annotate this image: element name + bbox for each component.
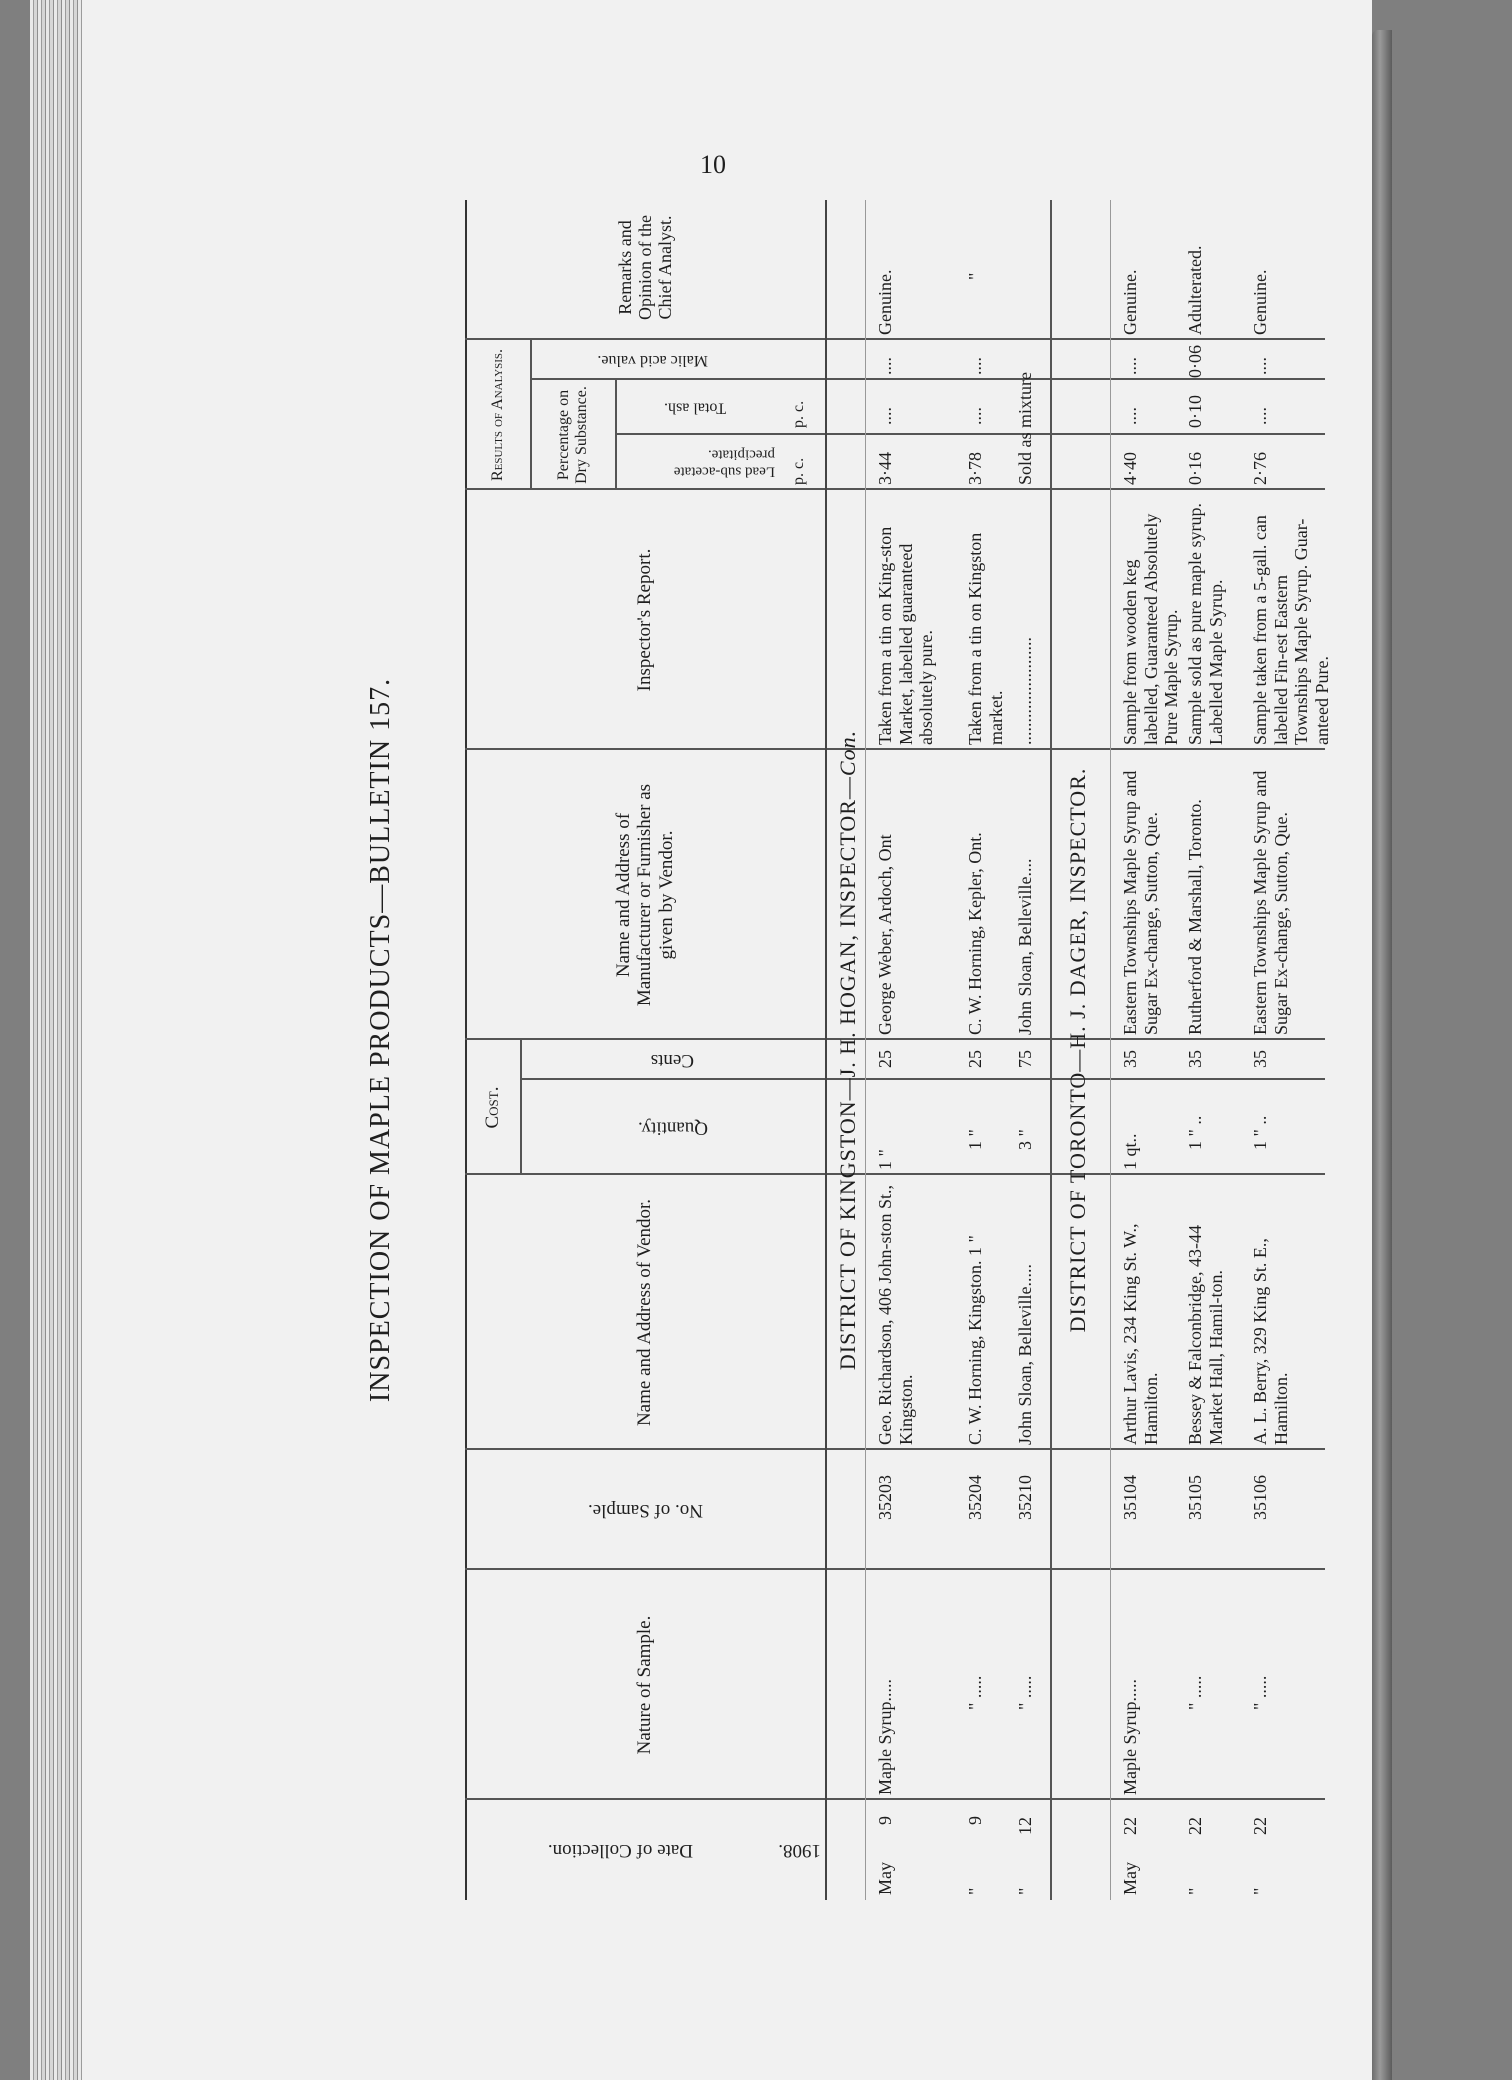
header-nature: Nature of Sample. xyxy=(634,1615,656,1755)
row-cents: 25 xyxy=(965,1050,985,1068)
row-vendor: John Sloan, Belleville..... xyxy=(1015,1264,1035,1445)
row-cents: 75 xyxy=(1015,1050,1035,1068)
header-ash: Total ash. xyxy=(664,399,726,417)
row-month: May xyxy=(875,1862,895,1895)
row-day: 22 xyxy=(1185,1817,1205,1835)
year-label: 1908. xyxy=(778,1840,822,1861)
row-vendor: A. L. Berry, 329 King St. E., Hamilton. xyxy=(1250,1238,1291,1445)
row-report: Sample taken from a 5-gall. can labelled Fin-est Eastern Townships Maple Syrup. Guar-anteed Pure. xyxy=(1250,515,1333,745)
row-quantity: 3 " xyxy=(1015,1129,1035,1150)
row-malic: .... xyxy=(875,357,895,375)
header-results: Results of Analysis. xyxy=(488,348,506,482)
row-malic: .... xyxy=(1120,357,1140,375)
row-nature: Maple Syrup..... xyxy=(875,1679,895,1795)
row-manufacturer: C. W. Horning, Kepler, Ont. xyxy=(965,832,985,1035)
row-quantity: 1 " .. xyxy=(1185,1115,1205,1150)
row-quantity: 1 " xyxy=(965,1129,985,1150)
row-report: ........................ xyxy=(1015,637,1035,745)
row-day: 22 xyxy=(1120,1817,1140,1835)
section-rule xyxy=(1110,200,1111,1900)
row-cents: 35 xyxy=(1185,1050,1205,1068)
row-remarks: Adulterated. xyxy=(1185,245,1205,335)
row-ash: .... xyxy=(1120,407,1140,425)
row-quantity: 1 " .. xyxy=(1250,1115,1270,1150)
row-remarks: Genuine. xyxy=(1120,269,1140,335)
row-sample-number: 35106 xyxy=(1250,1475,1270,1520)
row-vendor: Arthur Lavis, 234 King St. W., Hamilton. xyxy=(1120,1223,1161,1445)
page-number: 10 xyxy=(700,150,726,179)
row-lead: 3·78 xyxy=(965,452,985,485)
section-heading-toronto: DISTRICT OF TORONTO—H. J. DAGER, INSPECTOR. xyxy=(1065,767,1090,1333)
row-vendor: Geo. Richardson, 406 John-ston St., Kingston. xyxy=(875,1185,916,1445)
row-cents: 25 xyxy=(875,1050,895,1068)
row-cents: 35 xyxy=(1120,1050,1140,1068)
header-malic: Malic acid value. xyxy=(597,352,708,369)
row-month: May xyxy=(1120,1862,1140,1895)
row-manufacturer: John Sloan, Belleville.... xyxy=(1015,858,1035,1035)
row-manufacturer: George Weber, Ardoch, Ont xyxy=(875,834,895,1035)
row-malic: 0·06 xyxy=(1185,345,1205,378)
row-month: " xyxy=(1015,1887,1035,1895)
header-inspector-report: Inspector's Report. xyxy=(634,548,656,692)
row-nature: " ..... xyxy=(965,1675,985,1710)
header-bottom-rule xyxy=(825,200,827,1900)
header-remarks: Remarks and Opinion of the Chief Analyst. xyxy=(614,215,676,320)
row-day: 9 xyxy=(965,1816,985,1825)
col-divider xyxy=(465,749,1325,751)
section-rule xyxy=(1050,200,1052,1900)
row-sample-number: 35203 xyxy=(875,1475,895,1520)
header-sample-number: No. of Sample. xyxy=(587,1500,703,1521)
row-manufacturer: Eastern Townships Maple Syrup and Sugar Ex-change, Sutton, Que. xyxy=(1250,770,1291,1035)
row-malic: .... xyxy=(965,357,985,375)
row-report: Taken from a tin on King-ston Market, labelled guaranteed absolutely pure. xyxy=(875,526,937,745)
row-nature: " ..... xyxy=(1250,1675,1270,1710)
row-sample-number: 35204 xyxy=(965,1475,985,1520)
row-malic: .... xyxy=(1250,357,1270,375)
row-manufacturer: Eastern Townships Maple Syrup and Sugar Ex-change, Sutton, Que. xyxy=(1120,770,1161,1035)
section-heading-kingston: DISTRICT OF KINGSTON—J. H. HOGAN, INSPECTOR—Con. xyxy=(835,729,860,1371)
row-report: Sample from wooden keg labelled, Guaranteed Absolutely Pure Maple Syrup. xyxy=(1120,513,1182,745)
row-sample-number: 35210 xyxy=(1015,1475,1035,1520)
row-ash: .... xyxy=(965,407,985,425)
book-cover-edge xyxy=(1372,30,1392,2080)
row-quantity: 1 " xyxy=(875,1149,895,1170)
row-manufacturer: Rutherford & Marshall, Toronto. xyxy=(1185,799,1205,1035)
row-remarks: Genuine. xyxy=(1250,269,1270,335)
header-lead: Lead sub-acetate precipitate. xyxy=(673,446,775,480)
book-page-edges xyxy=(30,0,85,2080)
row-quantity: 1 qt.. xyxy=(1120,1133,1140,1170)
header-cents: Cents xyxy=(650,1050,695,1071)
row-lead: 4·40 xyxy=(1120,452,1140,485)
row-sample-number: 35104 xyxy=(1120,1475,1140,1520)
row-month: " xyxy=(1250,1887,1270,1895)
row-lead: 3·44 xyxy=(875,452,895,485)
row-sample-number: 35105 xyxy=(1185,1475,1205,1520)
row-vendor: C. W. Horning, Kingston. 1 " xyxy=(965,1235,985,1445)
row-day: 12 xyxy=(1015,1817,1035,1835)
header-date: Date of Collection. xyxy=(547,1840,693,1861)
header-vendor: Name and Address of Vendor. xyxy=(634,1198,656,1427)
row-report: Taken from a tin on Kingston market. xyxy=(965,532,1006,745)
row-nature: " ..... xyxy=(1185,1675,1205,1710)
header-percentage: Percentage on Dry Substance. xyxy=(554,386,590,484)
row-vendor: Bessey & Falconbridge, 43-44 Market Hall, Hamil-ton. xyxy=(1185,1225,1226,1445)
row-report: Sample sold as pure maple syrup. Labelled Maple Syrup. xyxy=(1185,503,1226,745)
row-ash: .... xyxy=(875,407,895,425)
row-lead: 2·76 xyxy=(1250,452,1270,485)
header-cost: Cost. xyxy=(481,1086,503,1129)
section-rule xyxy=(865,200,866,1900)
row-lead: 0·16 xyxy=(1185,452,1205,485)
row-nature: Maple Syrup..... xyxy=(1120,1679,1140,1795)
row-month: " xyxy=(1185,1887,1205,1895)
row-month: " xyxy=(965,1887,985,1895)
row-ash: 0·10 xyxy=(1185,395,1205,428)
row-day: 22 xyxy=(1250,1817,1270,1835)
row-nature: " ..... xyxy=(1015,1675,1035,1710)
col-divider xyxy=(465,489,1325,491)
document-title: INSPECTION OF MAPLE PRODUCTS—BULLETIN 157. xyxy=(365,677,396,1403)
unit-ash: p. c. xyxy=(790,400,807,428)
row-ash: .... xyxy=(1250,407,1270,425)
header-quantity: Quantity. xyxy=(637,1117,708,1139)
rotated-table-sheet xyxy=(365,140,1333,1940)
row-lead: Sold as mixture xyxy=(1015,372,1035,485)
row-cents: 35 xyxy=(1250,1050,1270,1068)
row-day: 9 xyxy=(875,1816,895,1825)
row-remarks: " xyxy=(965,272,985,280)
unit-lead: p. c. xyxy=(790,457,807,485)
header-manufacturer: Name and Address of Manufacturer or Furnisher as given by Vendor. xyxy=(613,783,677,1007)
row-remarks: Genuine. xyxy=(875,269,895,335)
